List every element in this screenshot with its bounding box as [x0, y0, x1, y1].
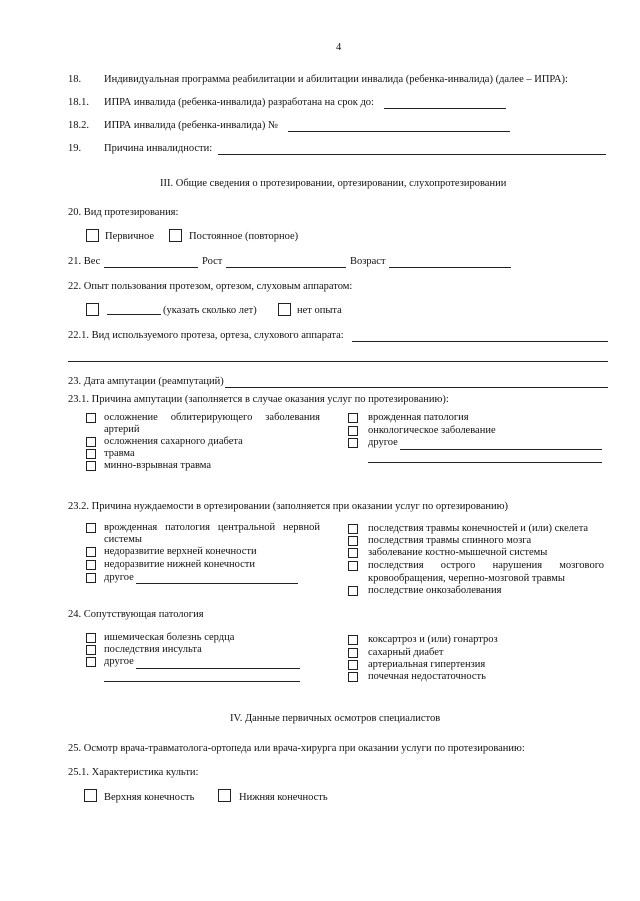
q23-2-lower-limb-label: недоразвитие нижней конечности [104, 559, 255, 570]
q24-hypertension-label: артериальная гипертензия [368, 659, 486, 670]
q23-2-upper-limb-checkbox[interactable] [86, 547, 96, 557]
item-18-number: 18. [68, 74, 82, 85]
q24-ischemic-label: ишемическая болезнь сердца [104, 632, 235, 643]
q25-label: 25. Осмотр врача-травматолога-ортопеда или врача-хирурга при оказании услуги по протезированию: [68, 743, 525, 754]
q23-2-oncology-label: последствие онкозаболевания [368, 585, 502, 596]
q23-1-label: 23.1. Причина ампутации (заполняется в случае оказания услуг по протезированию): [68, 394, 449, 405]
q22-1-label: 22.1. Вид используемого протеза, ортеза, слухового аппарата: [68, 330, 344, 341]
age-field[interactable] [389, 267, 511, 268]
item-19-text: Причина инвалидности: [104, 143, 213, 154]
q24-coxarthrosis-checkbox[interactable] [348, 635, 358, 645]
item-18-2-text: ИПРА инвалида (ребенка-инвалида) № [104, 120, 278, 131]
q23-1-trauma-label: травма [104, 448, 135, 459]
q22-years-checkbox[interactable] [86, 303, 99, 316]
q23-1-congenital-label: врожденная патология [368, 412, 469, 423]
item-18-1-number: 18.1. [68, 97, 89, 108]
item-18-1-text: ИПРА инвалида (ребенка-инвалида) разработана на срок до: [104, 97, 374, 108]
q23-2-musculoskeletal-label: заболевание костно-мышечной системы [368, 547, 548, 558]
item-18-text: Индивидуальная программа реабилитации и абилитации инвалида (ребенка-инвалида) (далее – ИПРА): [104, 74, 568, 85]
q23-1-oncology-checkbox[interactable] [348, 426, 358, 436]
q23-1-other-field-line-2[interactable] [368, 462, 602, 463]
q23-2-label: 23.2. Причина нуждаемости в ортезировании (заполняется при оказании услуг по ортезированию) [68, 501, 508, 512]
q20-permanent-label: Постоянное (повторное) [189, 231, 299, 242]
q20-primary-checkbox[interactable] [86, 229, 99, 242]
q23-1-mine-trauma-checkbox[interactable] [86, 461, 96, 471]
q25-1-upper-limb-label: Верхняя конечность [104, 792, 195, 803]
q22-years-label: (указать сколько лет) [163, 305, 257, 316]
q23-1-obliterating-checkbox[interactable] [86, 413, 96, 423]
q24-other-field-line-2[interactable] [104, 681, 300, 682]
q23-2-spinal-trauma-checkbox[interactable] [348, 536, 358, 546]
q23-label: 23. Дата ампутации (реампутаций) [68, 376, 224, 387]
q20-permanent-checkbox[interactable] [169, 229, 182, 242]
q23-1-diabetes-checkbox[interactable] [86, 437, 96, 447]
q23-1-other-checkbox[interactable] [348, 438, 358, 448]
q20-label: 20. Вид протезирования: [68, 207, 179, 218]
q25-1-upper-limb-checkbox[interactable] [84, 789, 97, 802]
q25-1-lower-limb-checkbox[interactable] [218, 789, 231, 802]
q23-1-other-field[interactable] [400, 449, 602, 450]
q24-other-label: другое [104, 656, 134, 667]
ipra-number-field[interactable] [288, 131, 510, 132]
device-type-field[interactable] [352, 341, 608, 342]
q24-hypertension-checkbox[interactable] [348, 660, 358, 670]
q24-other-checkbox[interactable] [86, 657, 96, 667]
ipra-term-field[interactable] [384, 108, 506, 109]
q23-2-cns-checkbox[interactable] [86, 523, 96, 533]
q23-1-obliterating-label-cont: артерий [104, 424, 140, 435]
q23-2-other-label: другое [104, 572, 134, 583]
q23-2-cns-label-cont: системы [104, 534, 142, 545]
q25-1-label: 25.1. Характеристика культи: [68, 767, 199, 778]
section-3-title: III. Общие сведения о протезировании, ортезировании, слухопротезировании [160, 178, 507, 189]
q23-2-stroke-checkbox[interactable] [348, 561, 358, 571]
q23-1-diabetes-label: осложнения сахарного диабета [104, 436, 243, 447]
q23-2-lower-limb-checkbox[interactable] [86, 560, 96, 570]
q22-label: 22. Опыт пользования протезом, ортезом, слуховым аппаратом: [68, 281, 353, 292]
q21-weight-label: 21. Вес [68, 256, 101, 267]
q23-1-congenital-checkbox[interactable] [348, 413, 358, 423]
q24-renal-label: почечная недостаточность [368, 671, 486, 682]
q23-2-other-field[interactable] [136, 583, 298, 584]
q23-1-other-label: другое [368, 437, 398, 448]
q23-2-stroke-label-cont: кровообращения, черепно-мозговой травмы [368, 573, 565, 584]
section-4-title: IV. Данные первичных осмотров специалистов [230, 713, 441, 724]
q23-2-upper-limb-label: недоразвитие верхней конечности [104, 546, 257, 557]
q24-diabetes-label: сахарный диабет [368, 647, 444, 658]
q24-renal-checkbox[interactable] [348, 672, 358, 682]
q24-stroke-checkbox[interactable] [86, 645, 96, 655]
device-type-field-line-2[interactable] [68, 361, 608, 362]
page-number: 4 [336, 42, 342, 53]
q23-1-obliterating-label: осложнение облитерирующего заболевания [104, 412, 320, 423]
q23-2-limb-trauma-checkbox[interactable] [348, 524, 358, 534]
q24-diabetes-checkbox[interactable] [348, 648, 358, 658]
q23-1-trauma-checkbox[interactable] [86, 449, 96, 459]
q22-no-experience-label: нет опыта [297, 305, 342, 316]
q21-age-label: Возраст [350, 256, 386, 267]
q23-2-cns-label: врожденная патология центральной нервной [104, 522, 320, 533]
q23-2-limb-trauma-label: последствия травмы конечностей и (или) скелета [368, 523, 589, 534]
q23-2-other-checkbox[interactable] [86, 573, 96, 583]
weight-field[interactable] [104, 267, 198, 268]
item-19-number: 19. [68, 143, 82, 154]
q20-primary-label: Первичное [105, 231, 155, 242]
q23-1-oncology-label: онкологическое заболевание [368, 425, 496, 436]
q24-other-field[interactable] [136, 668, 300, 669]
q23-1-mine-trauma-label: минно-взрывная травма [104, 460, 211, 471]
q22-no-experience-checkbox[interactable] [278, 303, 291, 316]
amputation-date-field[interactable] [225, 387, 608, 388]
q23-2-spinal-trauma-label: последствия травмы спинного мозга [368, 535, 532, 546]
experience-years-field[interactable] [107, 314, 161, 315]
item-18-2-number: 18.2. [68, 120, 89, 131]
q25-1-lower-limb-label: Нижняя конечность [239, 792, 328, 803]
q24-stroke-label: последствия инсульта [104, 644, 202, 655]
q24-ischemic-checkbox[interactable] [86, 633, 96, 643]
q23-2-musculoskeletal-checkbox[interactable] [348, 548, 358, 558]
q24-label: 24. Сопутствующая патология [68, 609, 204, 620]
q23-2-stroke-label: последствия острого нарушения мозгового [368, 560, 604, 571]
disability-cause-field[interactable] [218, 154, 606, 155]
height-field[interactable] [226, 267, 346, 268]
q24-coxarthrosis-label: коксартроз и (или) гонартроз [368, 634, 498, 645]
q21-height-label: Рост [202, 256, 223, 267]
q23-2-oncology-checkbox[interactable] [348, 586, 358, 596]
